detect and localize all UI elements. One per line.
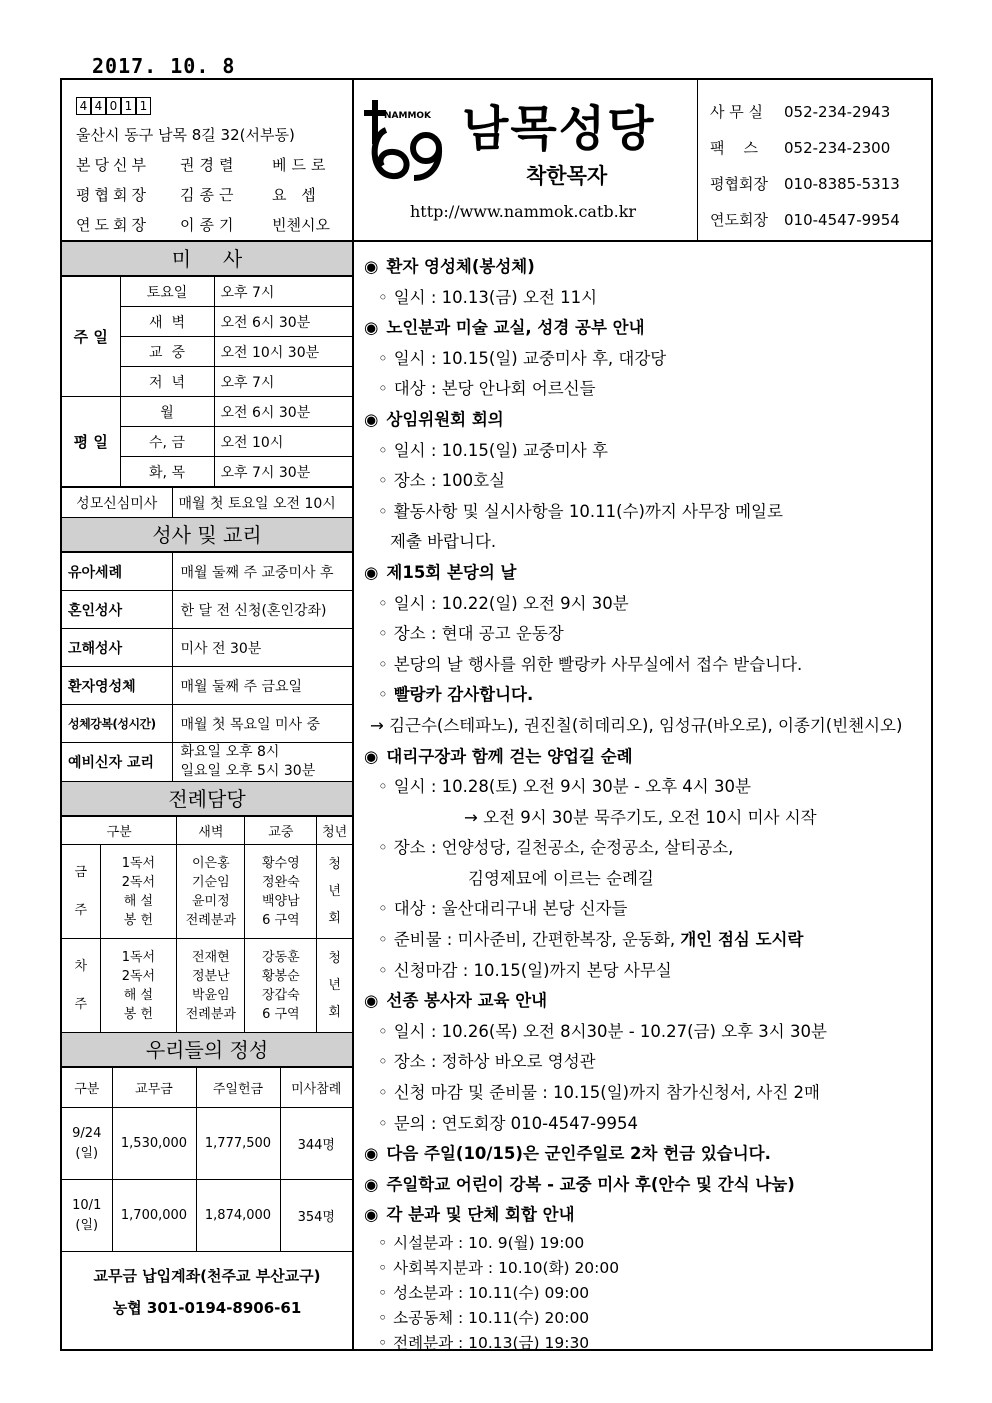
contact-row: [710, 94, 931, 130]
staff-row: [76, 210, 352, 240]
notice-detail: [364, 894, 931, 925]
sacraments-table: [62, 552, 352, 782]
notice-heading: [364, 313, 931, 344]
zip-digit: 4: [91, 97, 106, 115]
notice-detail: [364, 436, 931, 467]
sacrament-name: 예비신자 교리: [62, 743, 172, 782]
notice-detail: [364, 956, 931, 987]
notice-heading-text: 환자 영성체(봉성체): [386, 257, 535, 276]
catechism-time: 화요일 오후 8시: [180, 744, 280, 760]
church-name: 남목성당: [462, 101, 656, 157]
notice-heading: [364, 1170, 931, 1201]
notice-heading: [364, 1139, 931, 1170]
church-logo-icon: [364, 96, 452, 186]
offering-collection: 1,777,500: [196, 1108, 280, 1180]
notice-heading-text: 다음 주일(10/15)은 군인주일로 2차 헌금 있습니다.: [386, 1144, 771, 1164]
notice-detail: [364, 497, 931, 528]
liturgy-roles: 1독서 2독서 해 설 봉 헌: [100, 845, 177, 939]
notice-detail: [364, 1047, 931, 1078]
bullet-icon: ◦: [378, 1234, 388, 1252]
sacrament-info: 한 달 전 신청(혼인강좌): [172, 591, 352, 629]
contact-list: [698, 80, 931, 240]
notice-heading: [364, 742, 931, 773]
bullet-icon: ◦: [378, 1113, 388, 1133]
church-url[interactable]: http://www.nammok.catb.kr: [410, 202, 637, 221]
notice-detail-text: 대상 : 울산대리구내 본당 신자들: [393, 899, 628, 919]
account-info: [62, 1252, 352, 1324]
special-mass-table: [62, 487, 352, 518]
notice-detail: [364, 1078, 931, 1109]
column-header: 새벽: [177, 817, 245, 845]
zip-digit: 1: [136, 97, 151, 115]
table-row: [62, 817, 352, 845]
notice-detail: [364, 619, 931, 650]
notice-detail-text: 일시 : 10.13(금) 오전 11시: [393, 287, 598, 307]
contact-row: [710, 130, 931, 166]
notice-heading-text: 주일학교 어린이 강복 - 교중 미사 후(안수 및 간식 나눔): [386, 1174, 795, 1194]
notice-detail-text: 사회복지분과 : 10.10(화) 20:00: [393, 1259, 620, 1277]
notice-detail-text: 전례분과 : 10.13(금) 19:30: [393, 1334, 590, 1352]
bullet-icon: ◦: [378, 838, 388, 858]
contact-label: 사 무 실: [710, 103, 764, 121]
mass-day: 수, 금: [120, 427, 214, 457]
notice-detail-text: 문의 : 연도회장 010-4547-9954: [393, 1113, 639, 1133]
mass-day: 월: [120, 397, 214, 427]
notice-detail-text: 활동사항 및 실시사항을 10.11(수)까지 사무장 메일로: [393, 501, 783, 521]
notice-detail-text: 대상 : 본당 안나회 어르신들: [393, 379, 596, 399]
notice-detail: [364, 1256, 931, 1281]
special-mass-label: 성모신심미사: [62, 488, 172, 518]
bulletin-header: [62, 80, 931, 242]
mass-day: 화, 목: [120, 457, 214, 487]
mass-time: 오전 6시 30분: [214, 397, 352, 427]
bullseye-icon: ◉: [364, 746, 379, 766]
liturgy-roles: 1독서 2독서 해 설 봉 헌: [100, 939, 177, 1033]
sacrament-info: [172, 743, 352, 782]
contact-label: 팩 스: [710, 139, 759, 157]
sacrament-name: 고해성사: [62, 629, 172, 667]
staff-baptismal: 빈첸시오: [272, 216, 330, 234]
account-number: 농협 301-0194-8906-61: [112, 1299, 302, 1317]
staff-name: 이종기: [180, 216, 239, 234]
bullseye-icon: ◉: [364, 991, 379, 1011]
church-info: [62, 80, 354, 240]
staff-role: 평협회장: [76, 186, 150, 204]
bullet-icon: ◦: [378, 471, 388, 491]
notice-detail-text: 장소 : 언양성당, 길천공소, 순정공소, 살티공소,: [393, 838, 734, 858]
bullseye-icon: ◉: [364, 562, 379, 582]
bullet-icon: ◦: [378, 1334, 388, 1352]
notice-detail-text: 일시 : 10.22(일) 오전 9시 30분: [393, 593, 629, 613]
bullet-icon: ◦: [378, 685, 388, 705]
bullet-icon: ◦: [378, 379, 388, 399]
table-row: [62, 939, 352, 1033]
table-row: [62, 705, 352, 743]
liturgy-youth: 청 년 회: [317, 939, 352, 1033]
notice-detail-text: 준비물 : 미사준비, 간편한복장, 운동화,: [393, 930, 681, 950]
table-row: [62, 553, 352, 591]
sacrament-name: 혼인성사: [62, 591, 172, 629]
notice-detail: [364, 925, 931, 956]
bullseye-icon: ◉: [364, 1205, 379, 1225]
bulletin-frame: [60, 78, 933, 1351]
notice-heading: [364, 558, 931, 589]
staff-baptismal: 요 셉: [272, 186, 321, 204]
sacrament-name: 성체강복(성시간): [62, 705, 172, 743]
bullseye-icon: ◉: [364, 409, 379, 429]
bullet-icon: ◦: [378, 1083, 388, 1103]
bullseye-icon: ◉: [364, 1174, 379, 1194]
bullet-icon: ◦: [378, 960, 388, 980]
zip-code: [76, 97, 151, 115]
notice-detail-text: 본당의 날 행사를 위한 빨랑카 사무실에서 접수 받습니다.: [393, 654, 803, 674]
week-label: 금 주: [62, 845, 100, 939]
notice-detail-text: 장소 : 100호실: [393, 471, 506, 491]
bullet-icon: ◦: [378, 287, 388, 307]
contact-label: 연도회장: [710, 211, 768, 229]
notice-heading: [364, 1200, 931, 1231]
notice-continuation: [364, 711, 931, 742]
contact-label: 평협회장: [710, 175, 768, 193]
table-row: [62, 667, 352, 705]
staff-row: [76, 150, 352, 180]
staff-name: 김종근: [180, 186, 239, 204]
staff-row: [76, 180, 352, 210]
sacrament-name: 환자영성체: [62, 667, 172, 705]
contact-phone: 010-8385-5313: [784, 175, 900, 193]
liturgy-main: 강동훈 황봉순 장갑숙 6 구역: [245, 939, 317, 1033]
table-row: [62, 743, 352, 782]
sacrament-info: 매월 둘째 주 교중미사 후: [172, 553, 352, 591]
notice-detail: [364, 680, 931, 711]
notice-heading-text: 각 분과 및 단체 회합 안내: [386, 1205, 575, 1225]
notice-detail: [364, 1109, 931, 1140]
notice-detail: [364, 1281, 931, 1306]
staff-name: 권경렬: [180, 156, 239, 174]
contact-phone: 052-234-2300: [784, 139, 891, 157]
staff-role: 본당신부: [76, 156, 150, 174]
table-row: [62, 1180, 352, 1252]
notice-detail-text: 소공동체 : 10.11(수) 20:00: [393, 1309, 590, 1327]
bullet-icon: ◦: [378, 1021, 388, 1041]
notice-detail-text: 일시 : 10.15(일) 교중미사 후, 대강당: [393, 348, 667, 368]
notice-detail-text: 성소분과 : 10.11(수) 09:00: [393, 1284, 590, 1302]
table-row: [62, 845, 352, 939]
special-mass-time: 매월 첫 토요일 오전 10시: [172, 488, 352, 518]
notice-detail: [364, 283, 931, 314]
column-header: 구분: [62, 1068, 112, 1108]
notice-heading: [364, 252, 931, 283]
account-title: 교무금 납입계좌(천주교 부산교구): [93, 1267, 321, 1285]
bulletin-date: 2017. 10. 8: [92, 54, 236, 78]
notice-continuation-text: 김영제묘에 이르는 순례길: [468, 868, 654, 888]
notice-detail: [364, 1331, 931, 1356]
notice-detail: [364, 589, 931, 620]
left-column: [62, 242, 354, 1351]
mass-title: 미 사: [62, 242, 352, 276]
table-row: [62, 1108, 352, 1180]
mass-day: 교 중: [120, 337, 214, 367]
notice-detail-text: 장소 : 정하상 바오로 영성관: [393, 1052, 596, 1072]
contact-phone: 010-4547-9954: [784, 211, 900, 229]
mass-time: 오후 7시: [214, 367, 352, 397]
offering-date: 9/24 (일): [62, 1108, 112, 1180]
offering-collection: 1,874,000: [196, 1180, 280, 1252]
bullet-icon: ◦: [378, 654, 388, 674]
zip-digit: 4: [76, 97, 91, 115]
bullet-icon: ◦: [378, 1309, 388, 1327]
bullseye-icon: ◉: [364, 1144, 379, 1164]
contact-phone: 052-234-2943: [784, 103, 891, 121]
notice-detail: [364, 772, 931, 803]
staff-role: 연도회장: [76, 216, 150, 234]
offering-dues: 1,700,000: [112, 1180, 196, 1252]
notice-heading-text: 노인분과 미술 교실, 성경 공부 안내: [386, 318, 645, 338]
sacrament-info: 매월 둘째 주 금요일: [172, 667, 352, 705]
bullet-icon: ◦: [378, 777, 388, 797]
notice-heading-text: 대리구장과 함께 걷는 양업길 순례: [386, 746, 633, 766]
table-row: [62, 488, 352, 518]
offering-dues: 1,530,000: [112, 1108, 196, 1180]
bullet-icon: ◦: [378, 440, 388, 460]
liturgy-title: 전례담당: [62, 782, 352, 816]
mass-day: 저 녁: [120, 367, 214, 397]
notice-detail: [364, 1306, 931, 1331]
notice-detail: [364, 1017, 931, 1048]
offerings-table: [62, 1067, 352, 1252]
notice-detail-text: 일시 : 10.28(토) 오전 9시 30분 - 오후 4시 30분: [393, 777, 751, 797]
mass-time: 오후 7시 30분: [214, 457, 352, 487]
bullet-icon: ◦: [378, 899, 388, 919]
offerings-title: 우리들의 정성: [62, 1033, 352, 1067]
liturgy-main: 황수영 정완숙 백양남 6 구역: [245, 845, 317, 939]
notice-detail: [364, 374, 931, 405]
liturgy-dawn: 이은홍 기순임 윤미정 전례분과: [177, 845, 245, 939]
bullet-icon: ◦: [378, 1284, 388, 1302]
table-row: [62, 397, 352, 427]
notice-detail-text: 일시 : 10.26(목) 오전 8시30분 - 10.27(금) 오후 3시 30분: [393, 1021, 827, 1041]
staff-baptismal: 베드로: [272, 156, 331, 174]
notice-heading-text: 상임위원회 회의: [386, 409, 504, 429]
sacrament-info: 매월 첫 목요일 미사 중: [172, 705, 352, 743]
offering-attendance: 344명: [280, 1108, 352, 1180]
zip-digit: 1: [121, 97, 136, 115]
notice-heading-text: 선종 봉사자 교육 안내: [386, 991, 548, 1011]
notice-detail: [364, 833, 931, 864]
notice-continuation-text: → 김근수(스테파노), 권진칠(히데리오), 임성규(바오로), 이종기(빈첸시오): [370, 715, 903, 735]
notice-detail-text: 신청 마감 및 준비물 : 10.15(일)까지 참가신청서, 사진 2매: [393, 1083, 820, 1103]
catechism-time: 일요일 오후 5시 30분: [180, 763, 316, 779]
bullet-icon: ◦: [378, 1259, 388, 1277]
liturgy-dawn: 전재현 정분난 박윤임 전례분과: [177, 939, 245, 1033]
table-row: [62, 1068, 352, 1108]
sacrament-name: 유아세례: [62, 553, 172, 591]
notice-detail-text: 빨랑카 감사합니다.: [393, 685, 534, 705]
bullet-icon: ◦: [378, 624, 388, 644]
table-row: [62, 277, 352, 307]
offering-date: 10/1 (일): [62, 1180, 112, 1252]
notice-heading-text: 제15회 본당의 날: [386, 562, 517, 582]
notice-detail: [364, 650, 931, 681]
bullet-icon: ◦: [378, 593, 388, 613]
bullet-icon: ◦: [378, 930, 388, 950]
contact-row: [710, 166, 931, 202]
table-row: [62, 591, 352, 629]
notice-continuation-text: → 오전 9시 30분 묵주기도, 오전 10시 미사 시작: [464, 807, 817, 827]
mass-day: 새 벽: [120, 307, 214, 337]
notice-detail-text: 일시 : 10.15(일) 교중미사 후: [393, 440, 608, 460]
notice-continuation: [364, 803, 931, 834]
bullseye-icon: ◉: [364, 257, 379, 276]
notice-heading: [364, 986, 931, 1017]
mass-time: 오전 10시: [214, 427, 352, 457]
bullet-icon: ◦: [378, 1052, 388, 1072]
notice-detail: [364, 466, 931, 497]
column-header: 미사참례: [280, 1068, 352, 1108]
notice-detail-text: 시설분과 : 10. 9(월) 19:00: [393, 1234, 585, 1252]
bullseye-icon: ◉: [364, 318, 379, 338]
mass-time: 오후 7시: [214, 277, 352, 307]
notice-continuation: [364, 527, 931, 558]
mass-time: 오전 10시 30분: [214, 337, 352, 367]
column-header: 구분: [62, 817, 177, 845]
column-header: 교중: [245, 817, 317, 845]
logo-text: NAMMOK: [384, 111, 432, 121]
notice-heading: [364, 405, 931, 436]
column-header: 청년: [317, 817, 352, 845]
bullet-icon: ◦: [378, 501, 388, 521]
contact-row: [710, 202, 931, 238]
notice-detail: [364, 1231, 931, 1256]
notice-continuation: [364, 864, 931, 895]
mass-time: 오전 6시 30분: [214, 307, 352, 337]
mass-schedule-table: [62, 276, 352, 487]
offering-attendance: 354명: [280, 1180, 352, 1252]
week-label: 차 주: [62, 939, 100, 1033]
bulletin-subtitle: 착한목자: [526, 164, 608, 188]
weekday-label: 평 일: [62, 397, 120, 487]
liturgy-youth: 청 년 회: [317, 845, 352, 939]
table-row: [62, 629, 352, 667]
notices-column: [354, 242, 931, 1351]
notice-detail: [364, 344, 931, 375]
sunday-label: 주 일: [62, 277, 120, 397]
notice-detail-text: 장소 : 현대 공고 운동장: [393, 624, 564, 644]
column-header: 주일헌금: [196, 1068, 280, 1108]
notice-continuation-text: 제출 바랍니다.: [390, 532, 497, 552]
sacrament-info: 미사 전 30분: [172, 629, 352, 667]
liturgy-table: [62, 816, 352, 1033]
column-header: 교무금: [112, 1068, 196, 1108]
church-address: 울산시 동구 남목 8길 32(서부동): [76, 126, 295, 144]
church-masthead: [354, 80, 698, 240]
notice-detail-text: 신청마감 : 10.15(일)까지 본당 사무실: [393, 960, 672, 980]
bullet-icon: ◦: [378, 348, 388, 368]
mass-day: 토요일: [120, 277, 214, 307]
zip-digit: 0: [106, 97, 121, 115]
sacraments-title: 성사 및 교리: [62, 518, 352, 552]
notice-bold-text: 개인 점심 도시락: [680, 930, 804, 950]
